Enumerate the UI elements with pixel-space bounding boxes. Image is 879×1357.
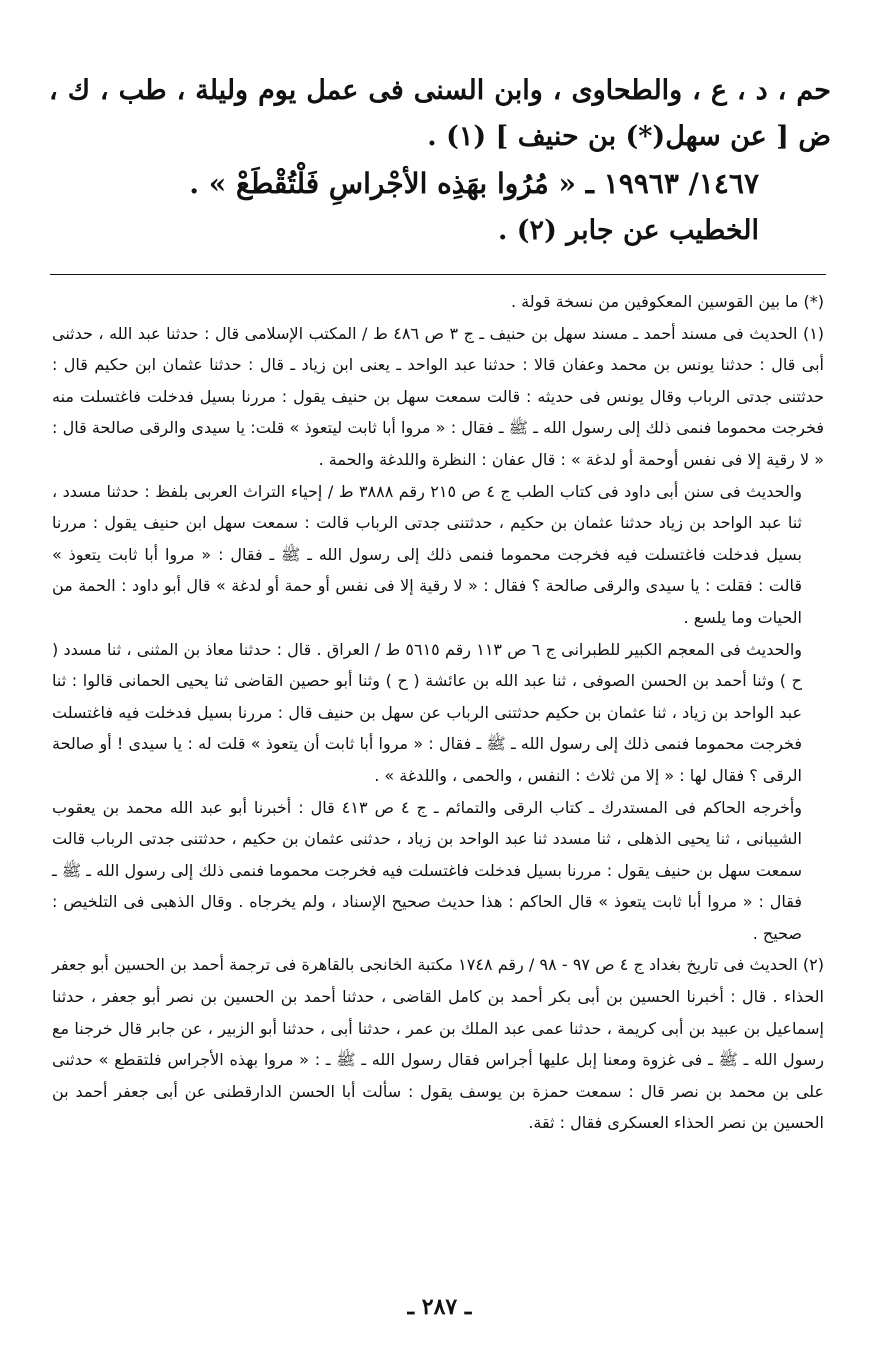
footnote-divider: [50, 274, 826, 275]
footnote-1-musnad-ahmad: (١) الحديث فى مسند أحمد ـ مسند سهل بن حنيف ـ ج ٣ ص ٤٨٦ ط / المكتب الإسلامى قال : حدثنا عبد الله ، حدثنى أبى قال : حدثنا يونس بن محمد وعفان قالا : حدثنا عبد الواحد ـ يعنى ابن زياد ـ قال : حدثنا عثمان ابن حكيم قال : حدثتنى جدتى الرباب وقال يونس فى حديثه : قالت سمعت سهل بن حنيف يقول : مررنا بسيل فدخلت فاغتسلت منه فخرجت محموما فنمى ذلك إلى رسول الله ـ ﷺ ـ فقال : « مروا أبا ثابت ليتعوذ » قلت: يا سيدى والرقى صالحة قال : « لا رقية إلا فى نفس أوحمة أو لدغة » : قال عفان : النظرة واللدغة والحمة .: [52, 323, 825, 469]
hadith-text: ١٤٦٧/ ١٩٩٦٣ ـ « مُرُوا بهَذِه الأجْراسِ فَلْتُقْطَعْ » .: [189, 167, 759, 200]
footnote-star: (*) ما بين القوسين المعكوفين من نسخة قولة .: [510, 292, 824, 311]
page-number: ـ ٢٨٧ ـ: [407, 1294, 472, 1320]
footnotes-block: [52, 286, 824, 1139]
hadith-source: الخطيب عن جابر (٢) .: [497, 215, 759, 246]
main-text-block: [49, 68, 831, 254]
footnote-1-tabarani: والحديث فى المعجم الكبير للطبرانى ج ٦ ص ١١٣ رقم ٥٦١٥ ط / العراق . قال : حدثنا معاذ بن المثنى ، ثنا مسدد ( ح ) وثنا أحمد بن الحسن الصوفى ، ثنا عبد الله بن عائشة ( ح ) وثنا أبو حصين القاضى ثنا يحيى الحمانى قالوا : ثنا عبد الواحد بن زياد ، ثنا عثمان بن حكيم حدثتنى الرباب عن سهل بن حنيف قال : مررنا بسيل فدخلت فيه فاغتسلت فخرجت محموما فنمى ذلك إلى رسول الله ـ ﷺ ـ فقال : « مروا أبا ثابت أن يتعوذ » قلت له : يا سيدى ! أو صالحة الرقى ؟ فقال لها : « إلا من ثلاث : النفس ، والحمى ، واللدغة » .: [52, 639, 802, 785]
footnote-2-tarikh-baghdad: (٢) الحديث فى تاريخ بغداد ج ٤ ص ٩٧ - ٩٨ / رقم ١٧٤٨ مكتبة الخانجى بالقاهرة فى ترجمة أحمد بن الحسين أبو جعفر الحذاء . قال : أخبرنا الحسين بن أبى بكر أحمد بن كامل القاضى ، حدثنا أحمد بن الحسين بن نصر أبو جعفر ، حدثنا إسماعيل بن عبيد بن أبى كريمة ، حدثنا عمى عبد الملك بن عمر ، حدثنا أبى ، حدثنا أبو الزبير ، عن جابر قال خرجنا مع رسول الله ـ ﷺ ـ فى غزوة ومعنا إبل عليها أجراس فقال رسول الله ـ ﷺ ـ : « مروا بهذه الأجراس فلتقطع » حدثنى على بن محمد بن نصر قال : سمعت حمزة بن يوسف يقول : سألت أبا الحسن الدارقطنى عن أبى جعفر أحمد بن الحسين بن نصر الحذاء العسكرى فقال : ثقة.: [52, 955, 825, 1133]
source-references-line: حم ، د ، ع ، والطحاوى ، وابن السنى فى عمل يوم وليلة ، طب ، ك ، ض [ عن سهل(*) بن حنيف ] (١) .: [49, 75, 831, 152]
footnote-1-hakim: وأخرجه الحاكم فى المستدرك ـ كتاب الرقى والتمائم ـ ج ٤ ص ٤١٣ قال : أخبرنا أبو عبد الله محمد بن يعقوب الشيبانى ، ثنا يحيى الذهلى ، ثنا مسدد ثنا عبد الواحد بن زياد ، حدثنى عثمان بن حكيم ، حدثتنى جدتى الرباب قالت سمعت سهل بن حنيف يقول : مررنا بسيل فدخلت فاغتسلت فيه فخرجت محموما فنمى ذلك إلى رسول الله ـ ﷺ ـ فقال : « مروا أبا ثابت يتعوذ » قال الحاكم : هذا حديث صحيح الإسناد ، ولم يخرجاه . وقال الذهبى فى التلخيص : صحيح .: [52, 797, 803, 943]
footnote-1-abu-dawud: والحديث فى سنن أبى داود فى كتاب الطب ج ٤ ص ٢١٥ رقم ٣٨٨٨ ط / إحياء التراث العربى بلفظ : حدثنا مسدد ، ثنا عبد الواحد بن زياد حدثنا عثمان بن حكيم ، حدثتنى جدتى الرباب قالت : سمعت سهل ابن حنيف يقول : مررنا بسيل فدخلت فاغتسلت فيه فخرجت محموما فنمى ذلك إلى رسول الله ـ ﷺ ـ فقال : « مروا أبا ثابت يتعوذ » قالت : فقلت : يا سيدى والرقى صالحة ؟ فقال : « لا رقية إلا فى نفس أو حمة أو لدغة » قال أبو داود : الحمة من الحيات وما يلسع .: [52, 481, 802, 627]
